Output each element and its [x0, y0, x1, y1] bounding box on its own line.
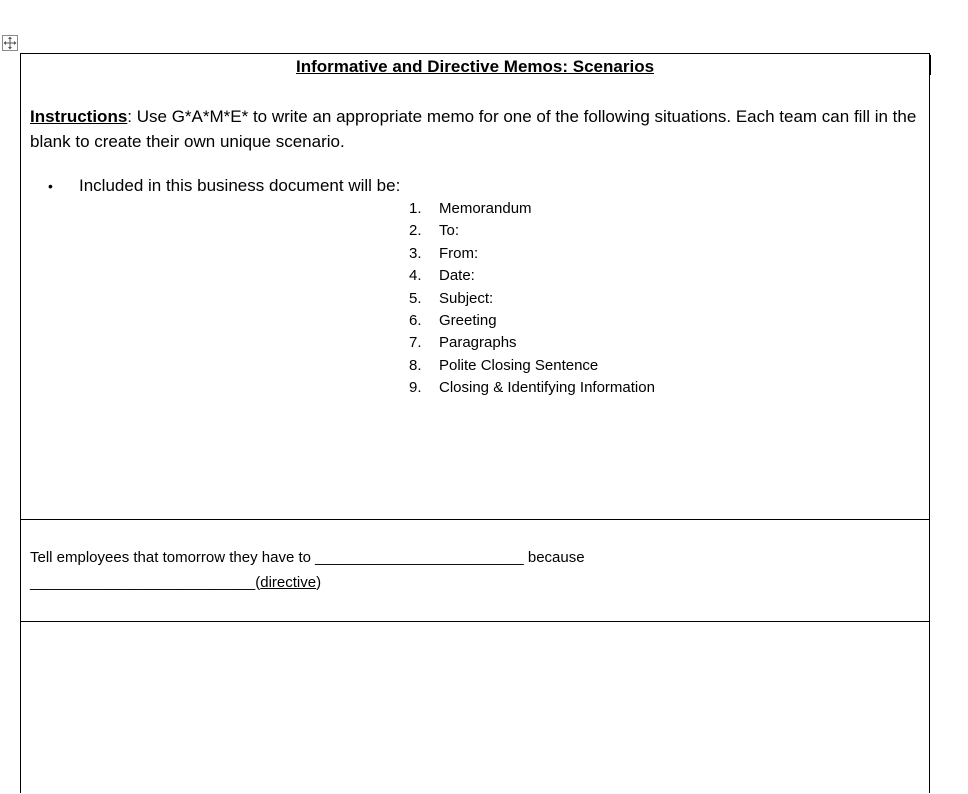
numbered-list	[409, 198, 655, 400]
list-item: 7. Paragraphs	[409, 334, 517, 352]
bullet-text: Included in this business document will be:	[79, 176, 401, 195]
list-item: 2. To:	[409, 222, 460, 240]
document-table	[20, 53, 930, 793]
table-row-empty[interactable]	[21, 622, 929, 794]
list-item: 6. Greeting	[409, 311, 497, 329]
list-item: 5. Subject:	[409, 289, 494, 307]
table-row-instructions[interactable]	[21, 54, 929, 520]
document-title: Informative and Directive Memos: Scenarios	[295, 57, 655, 76]
list-item: 9. Closing & Identifying Information	[409, 379, 655, 397]
list-item: 1. Memorandum	[409, 200, 532, 217]
blank-field[interactable]: ___________________________	[30, 574, 256, 591]
instructions-text: : Use G*A*M*E* to write an appropriate memo for one of the following situations. Each team can fill in the blank to create their own unique scenario.	[30, 107, 917, 151]
list-item: 8. Polite Closing Sentence	[409, 356, 599, 374]
table-row-scenario[interactable]	[21, 519, 929, 622]
bullet-item	[48, 174, 400, 198]
instructions-paragraph	[30, 104, 920, 154]
table-move-handle-icon[interactable]	[2, 35, 18, 51]
list-item: 3. From:	[409, 244, 479, 262]
blank-field[interactable]: _________________________	[315, 549, 524, 566]
scenario-tag: directive	[260, 574, 317, 591]
scenario-text: Tell employees that tomorrow they have to _________________________ because ___________________________(directive)	[30, 549, 585, 591]
bullet-icon: •	[48, 178, 53, 194]
instructions-label: Instructions	[30, 107, 128, 126]
list-item: 4. Date:	[409, 267, 475, 285]
